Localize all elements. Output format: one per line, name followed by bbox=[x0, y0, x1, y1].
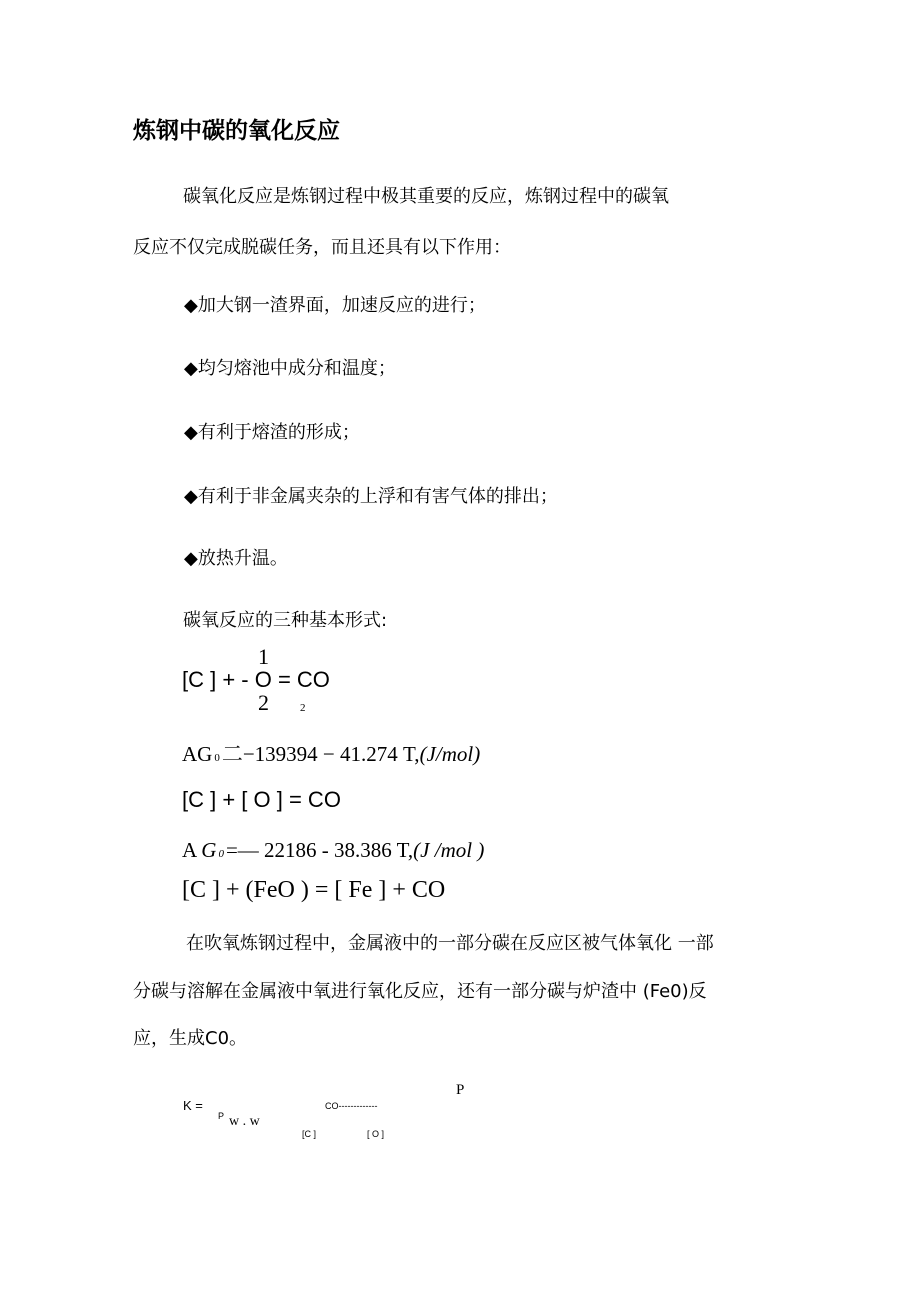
bullet-item-3: ◆有利于熔渣的形成； bbox=[184, 422, 360, 443]
forms-heading: 碳氧反应的三种基本形式: bbox=[183, 610, 388, 631]
k-formula-lhs: K = bbox=[183, 1098, 203, 1113]
intro-line-1: 碳氧化反应是炼钢过程中极其重要的反应，炼钢过程中的碳氧 bbox=[183, 186, 669, 207]
eq1-fraction-denominator: 2 bbox=[258, 690, 269, 715]
gibbs-1-body: 二−139394 − 41.274 T, bbox=[221, 742, 420, 766]
equation-2 bbox=[182, 787, 341, 813]
gibbs-1-prefix: AG bbox=[182, 742, 213, 766]
k-formula-c: [C ] bbox=[302, 1129, 317, 1139]
gibbs-energy-1 bbox=[182, 738, 480, 768]
k-formula-p-small: P bbox=[218, 1111, 225, 1121]
equation-3: [C ] + (FeO ) = [ Fe ] + CO bbox=[182, 877, 446, 903]
gibbs-1-unit: (J/mol) bbox=[419, 742, 481, 766]
bullet-item-4: ◆有利于非金属夹杂的上浮和有害气体的排出； bbox=[184, 486, 558, 507]
k-formula-co: CO------------- bbox=[325, 1101, 378, 1111]
gibbs-2-body: =— 22186 - 38.386 T, bbox=[225, 838, 414, 862]
eq1-fraction-numerator: 1 bbox=[258, 644, 269, 669]
body-line-1: 在吹氧炼钢过程中，金属液中的一部分碳在反应区被气体氧化 一部 bbox=[186, 933, 714, 954]
equation-1: [C ] + - O = CO bbox=[182, 667, 330, 692]
gibbs-energy-2 bbox=[182, 838, 484, 863]
body-line-2: 分碳与溶解在金属液中氧进行氧化反应，还有一部分碳与炉渣中 (Fe0)反 bbox=[133, 981, 707, 1002]
body-line-3: 应，生成C0。 bbox=[133, 1028, 248, 1049]
gibbs-1-zero: 0 bbox=[214, 752, 220, 764]
k-formula-o: [ O ] bbox=[367, 1129, 385, 1139]
k-formula-p-top: P bbox=[456, 1082, 465, 1098]
gibbs-2-zero: 0 bbox=[218, 848, 224, 860]
eq1-subscript: 2 bbox=[300, 702, 306, 714]
gibbs-2-prefix: A bbox=[182, 838, 202, 862]
bullet-item-5: ◆放热升温。 bbox=[184, 548, 288, 569]
gibbs-2-unit: (J /mol ) bbox=[413, 838, 485, 862]
k-formula-ww: w . w bbox=[229, 1114, 260, 1129]
bullet-item-1: ◆加大钢一渣界面，加速反应的进行； bbox=[184, 295, 486, 316]
intro-line-2: 反应不仅完成脱碳任务，而且还具有以下作用： bbox=[133, 237, 511, 258]
page-title: 炼钢中碳的氧化反应 bbox=[133, 118, 340, 144]
bullet-item-2: ◆均匀熔池中成分和温度； bbox=[184, 358, 396, 379]
gibbs-2-g: G bbox=[201, 838, 217, 862]
equation-2-text: [C ] + [ O ] = CO bbox=[182, 787, 341, 812]
